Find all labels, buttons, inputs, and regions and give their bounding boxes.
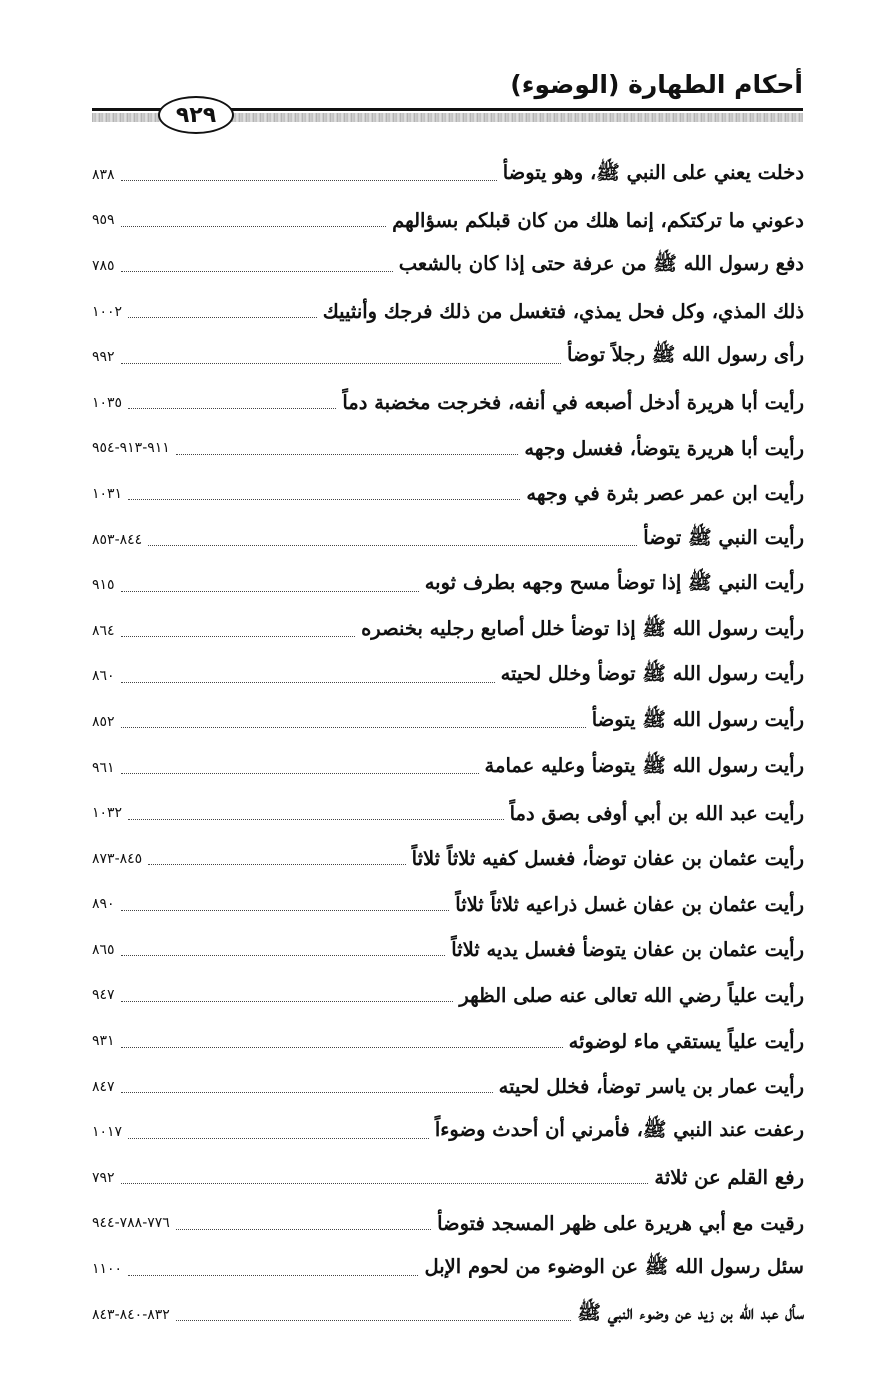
dot-leader — [121, 1171, 649, 1184]
dot-leader — [121, 624, 356, 637]
dot-leader — [121, 989, 454, 1002]
entry-text: رأيت رسول الله ﷺ يتوضأ — [591, 707, 804, 731]
entry-text: رأيت عثمان بن عفان غسل ذراعيه ثلاثاً ثلاثاً — [455, 892, 804, 916]
index-entry — [92, 471, 804, 517]
entry-pages: ٨٤٥-٨٧٣ — [92, 850, 143, 867]
entry-pages: ٩٥٩ — [92, 212, 115, 229]
entry-pages: ٩٩٢ — [92, 349, 115, 366]
index-entry — [92, 562, 804, 608]
index-entry — [92, 152, 804, 198]
dot-leader — [128, 1126, 429, 1139]
dot-leader — [128, 396, 336, 409]
entry-text: رأى رسول الله ﷺ رجلاً توضأ — [567, 343, 804, 367]
entry-text: رأيت أبا هريرة يتوضأ، فغسل وجهه — [524, 436, 804, 460]
dot-leader — [148, 852, 405, 865]
index-entry — [92, 882, 804, 928]
entry-pages: ١٠١٧ — [92, 1124, 123, 1141]
entry-pages: ٨٤٤-٨٥٣ — [92, 531, 143, 548]
index-list — [92, 152, 804, 1337]
index-entry — [92, 243, 804, 289]
index-entry — [92, 380, 804, 426]
dot-leader — [148, 533, 637, 546]
entry-text: دفع رسول الله ﷺ من عرفة حتى إذا كان بالشعب — [398, 251, 804, 275]
entry-pages: ٨٣٢-٨٤٠-٨٤٣ — [92, 1306, 170, 1323]
dot-leader — [121, 259, 393, 272]
entry-text: رأيت علياً رضي الله تعالى عنه صلى الظهر — [459, 983, 804, 1007]
dot-leader — [121, 1080, 493, 1093]
entry-text: رأيت علياً يستقي ماء لوضوئه — [568, 1029, 804, 1053]
entry-text: رفع القلم عن ثلاثة — [654, 1166, 804, 1190]
entry-pages: ٧٨٥ — [92, 257, 115, 274]
entry-pages: ٨٦٤ — [92, 622, 115, 639]
entry-text: ذلك المذي، وكل فحل يمذي، فتغسل من ذلك فرجك وأنثييك — [322, 300, 804, 324]
entry-pages: ١٠٠٢ — [92, 303, 123, 320]
index-entry — [92, 1292, 804, 1338]
index-entry — [92, 426, 804, 472]
page-header — [0, 0, 879, 140]
entry-text: رأيت رسول الله ﷺ إذا توضأ خلل أصابع رجليه بخنصره — [361, 616, 804, 640]
entry-pages: ٩١١-٩١٣-٩٥٤ — [92, 440, 170, 457]
index-entry — [92, 1109, 804, 1155]
entry-text: رعفت عند النبي ﷺ، فأمرني أن أحدث وضوءاً — [434, 1118, 804, 1142]
entry-pages: ٧٧٦-٧٨٨-٩٤٤ — [92, 1215, 170, 1232]
entry-text: سأل عبد الله بن زيد عن وضوء النبي ﷺ — [577, 1300, 804, 1324]
dot-leader — [176, 1308, 572, 1321]
entry-pages: ٨٦٠ — [92, 668, 115, 685]
entry-text: رأيت النبي ﷺ توضأ — [643, 525, 804, 549]
dot-leader — [121, 898, 450, 911]
index-entry — [92, 836, 804, 882]
entry-text: رأيت عبد الله بن أبي أوفى بصق دماً — [509, 801, 804, 825]
entry-text: رقيت مع أبي هريرة على ظهر المسجد فتوضأ — [437, 1211, 804, 1235]
dot-leader — [121, 214, 387, 227]
entry-text: رأيت عثمان بن عفان يتوضأ فغسل يديه ثلاثاً — [451, 938, 804, 962]
index-entry — [92, 1201, 804, 1247]
book-title: أحكام الطهارة (الوضوء) — [510, 70, 803, 99]
index-entry — [92, 1018, 804, 1064]
entry-pages: ١٠٣٢ — [92, 805, 123, 822]
entry-text: رأيت أبا هريرة أدخل أصبعه في أنفه، فخرجت مخضبة دماً — [342, 391, 804, 415]
dot-leader — [176, 1217, 431, 1230]
dot-leader — [121, 1035, 563, 1048]
index-entry — [92, 289, 804, 335]
dot-leader — [128, 1263, 418, 1276]
entry-pages: ٩١٥ — [92, 577, 115, 594]
entry-pages: ٩٤٧ — [92, 987, 115, 1004]
entry-pages: ٨٥٢ — [92, 713, 115, 730]
entry-pages: ١٠٣٥ — [92, 394, 123, 411]
entry-text: سئل رسول الله ﷺ عن الوضوء من لحوم الإبل — [424, 1255, 804, 1279]
dot-leader — [121, 670, 495, 683]
entry-text: دخلت يعني على النبي ﷺ، وهو يتوضأ — [502, 160, 804, 184]
dot-leader — [121, 351, 561, 364]
entry-pages: ٨٣٨ — [92, 166, 115, 183]
index-entry — [92, 790, 804, 836]
index-entry — [92, 1064, 804, 1110]
page-number-badge — [158, 96, 234, 134]
entry-pages: ٨٦٥ — [92, 941, 115, 958]
index-entry — [92, 198, 804, 244]
dot-leader — [176, 442, 519, 455]
page-number: ٩٢٩ — [175, 102, 217, 128]
dot-leader — [128, 487, 520, 500]
dot-leader — [121, 168, 497, 181]
dot-leader — [121, 715, 586, 728]
dot-leader — [121, 761, 479, 774]
index-entry — [92, 973, 804, 1019]
entry-text: دعوني ما تركتكم، إنما هلك من كان قبلكم بسؤالهم — [392, 208, 804, 232]
entry-pages: ٨٩٠ — [92, 896, 115, 913]
index-entry — [92, 745, 804, 791]
entry-pages: ١١٠٠ — [92, 1261, 123, 1278]
index-entry — [92, 927, 804, 973]
entry-text: رأيت عمار بن ياسر توضأ، فخلل لحيته — [498, 1075, 804, 1099]
entry-text: رأيت النبي ﷺ إذا توضأ مسح وجهه بطرف ثوبه — [424, 571, 804, 595]
entry-pages: ٩٦١ — [92, 759, 115, 776]
index-entry — [92, 699, 804, 745]
entry-pages: ٩٣١ — [92, 1033, 115, 1050]
index-entry — [92, 654, 804, 700]
entry-text: رأيت ابن عمر عصر بثرة في وجهه — [526, 482, 804, 506]
dot-leader — [128, 305, 317, 318]
index-entry — [92, 1246, 804, 1292]
index-entry — [92, 1155, 804, 1201]
dot-leader — [121, 579, 419, 592]
entry-pages: ٧٩٢ — [92, 1169, 115, 1186]
entry-pages: ١٠٣١ — [92, 485, 123, 502]
index-entry — [92, 334, 804, 380]
index-entry — [92, 517, 804, 563]
entry-text: رأيت رسول الله ﷺ يتوضأ وعليه عمامة — [484, 753, 804, 777]
index-entry — [92, 608, 804, 654]
entry-text: رأيت رسول الله ﷺ توضأ وخلل لحيته — [500, 662, 804, 686]
dot-leader — [128, 807, 504, 820]
dot-leader — [121, 943, 446, 956]
entry-text: رأيت عثمان بن عفان توضأ، فغسل كفيه ثلاثاً ثلاثاً — [411, 847, 804, 871]
entry-pages: ٨٤٧ — [92, 1078, 115, 1095]
